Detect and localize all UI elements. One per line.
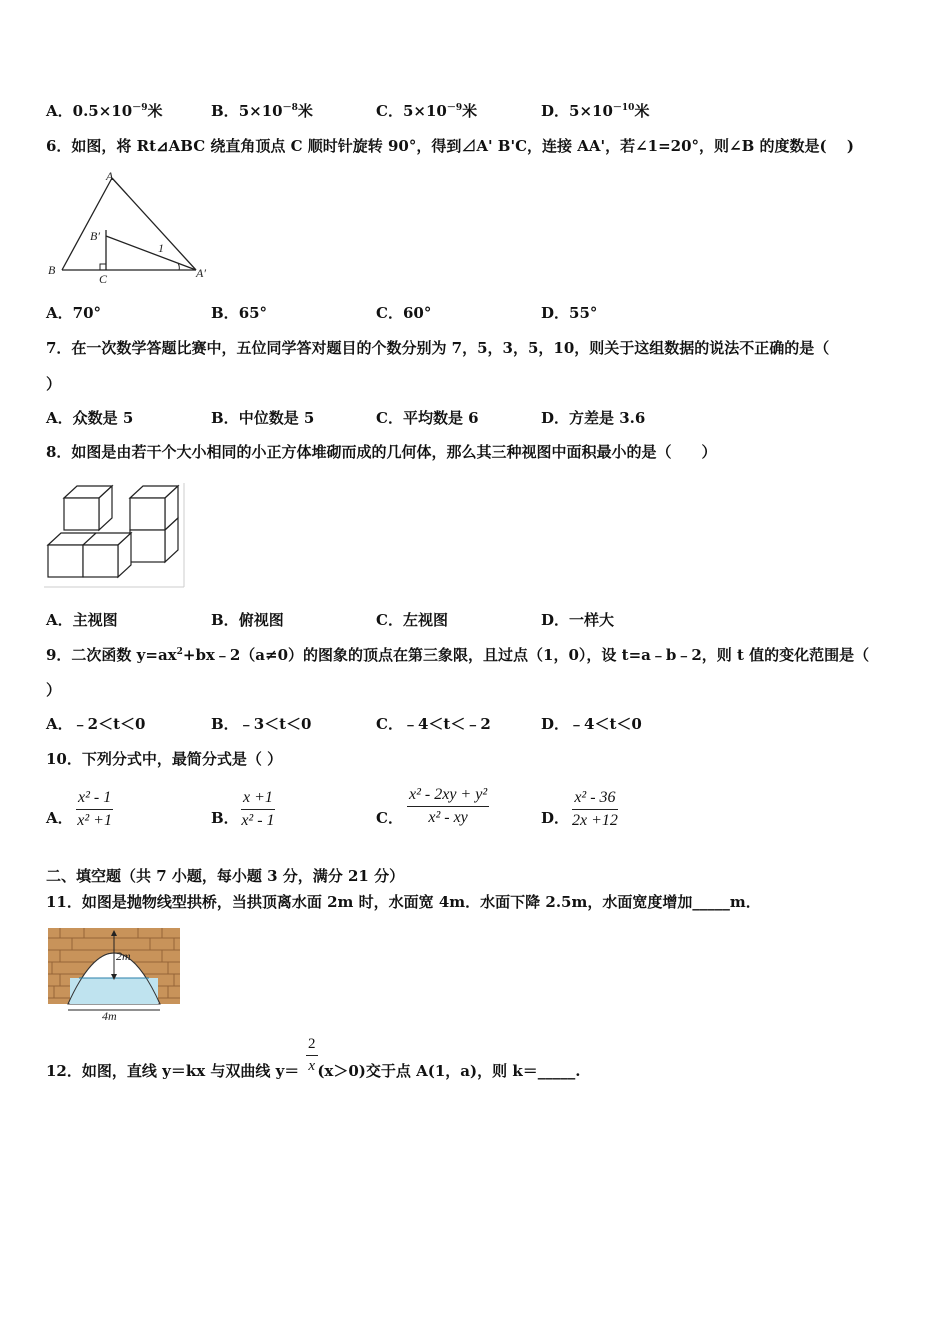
q10-option-b-fraction: $\frac{x +1}{\text{x² - 1}}$ xyxy=(241,789,275,829)
q8-option-a: A．主视图 xyxy=(46,611,118,629)
q7-option-c: C．平均数是 6 xyxy=(376,409,479,427)
q8-option-d: D．一样大 xyxy=(541,611,615,629)
q10-option-d-fraction: $\frac{\text{x² - 36}}{2x +12}$ xyxy=(572,789,618,829)
q10-option-c-label: C． xyxy=(376,809,403,827)
q7-question-cont: ） xyxy=(46,375,62,393)
q8-cubes-figure xyxy=(44,483,189,588)
q7-option-b: B．中位数是 5 xyxy=(211,409,315,427)
q6-option-d: D．55° xyxy=(541,304,598,322)
q8-option-c: C．左视图 xyxy=(376,611,448,629)
label-c: C xyxy=(99,272,108,286)
q6-option-c: C．60° xyxy=(376,304,432,322)
q6-option-b: B．65° xyxy=(211,304,268,322)
q11-bridge-figure xyxy=(46,926,182,1022)
q9-option-b: B．﹣3＜t＜0 xyxy=(211,715,312,733)
q5-option-d: D．$5\times 10^{-10}$米 xyxy=(541,102,650,120)
q6-triangle-figure xyxy=(44,170,214,290)
q7-option-a: A．众数是 5 xyxy=(46,409,134,427)
label-a-prime: A′ xyxy=(196,266,206,280)
q5-option-b: B．$5\times 10^{-8}$米 xyxy=(211,102,313,120)
bridge-height-label: 2m xyxy=(116,949,131,963)
q11-question: 11．如图是抛物线型拱桥，当拱顶离水面 2m 时，水面宽 4m．水面下降 2.5m，水面宽度增加_____m． xyxy=(46,893,761,911)
q7-option-d: D．方差是 3.6 xyxy=(541,409,646,427)
bridge-width-label: 4m xyxy=(102,1009,117,1022)
label-angle-1: 1 xyxy=(158,241,164,255)
q8-option-b: B．俯视图 xyxy=(211,611,284,629)
q12-question: 12．如图，直线 y＝kx 与双曲线 y＝ (x＞0)交于点 A(1，a)，则 k＝_____. xyxy=(46,1062,581,1080)
q12-fraction: $\frac{2}{x}$ xyxy=(308,1036,316,1074)
q9-option-d: D．﹣4＜t＜0 xyxy=(541,715,642,733)
q10-question: 10．下列分式中，最简分式是（ ） xyxy=(46,750,283,768)
q10-option-b-label: B． xyxy=(211,809,239,827)
q9-option-a: A．﹣2＜t＜0 xyxy=(46,715,146,733)
q5-option-c: C．$5\times 10^{-9}$米 xyxy=(376,102,478,120)
q8-question: 8．如图是由若干个大小相同的小正方体堆砌而成的几何体，那么其三种视图中面积最小的是（ ） xyxy=(46,443,717,461)
q9-question: 9．二次函数 $y=ax^2+bx﹣2(a\ne 0)$的图象的顶点在第三象限，且过点（1，0），设 t=a﹣b﹣2，则 t 值的变化范围是（ xyxy=(46,646,870,664)
q9-option-c: C．﹣4＜t＜﹣2 xyxy=(376,715,491,733)
label-b-prime: B′ xyxy=(90,229,100,243)
q9-question-cont: ） xyxy=(46,681,62,699)
q6-question: 6．如图，将 Rt⊿ABC 绕直角顶点 C 顺时针旋转 90°，得到⊿A' B'C，连接 AA'，若∠1=20°，则∠B 的度数是( ) xyxy=(46,137,854,155)
q6-option-a: A．70° xyxy=(46,304,102,322)
q10-option-d-label: D． xyxy=(541,809,570,827)
section-title: 二、填空题（共 7 小题，每小题 3 分，满分 21 分） xyxy=(46,867,405,885)
q10-option-a-fraction: $\frac{\text{x² - 1}}{\text{x² +1}}$ xyxy=(77,789,112,829)
q10-option-c-fraction: $\frac{\text{x² - 2xy + y²}}{\text{x² - xy}}$ xyxy=(409,786,488,826)
label-a: A xyxy=(106,170,114,183)
q5-option-a: A．$0.5\times 10^{-9}$米 xyxy=(46,102,163,120)
q10-option-a-label: A． xyxy=(46,809,73,827)
q7-question: 7．在一次数学答题比赛中，五位同学答对题目的个数分别为 7，5，3，5，10，则关于这组数据的说法不正确的是（ xyxy=(46,339,830,357)
label-b: B xyxy=(48,263,56,277)
